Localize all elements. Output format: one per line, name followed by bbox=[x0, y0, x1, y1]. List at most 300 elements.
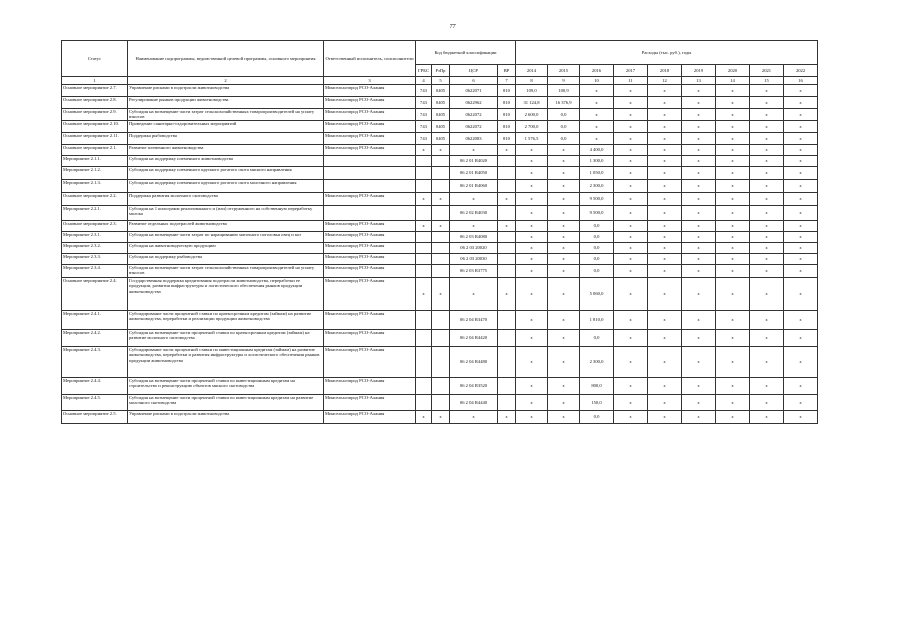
row-rzpr: x bbox=[432, 411, 450, 424]
row-executor: Минсельхозпрод РСО-Алания bbox=[324, 121, 416, 133]
row-vr: x bbox=[498, 221, 516, 232]
row-expense-2021: x bbox=[750, 411, 784, 424]
row-grbs: x bbox=[416, 221, 432, 232]
row-expense-2020: x bbox=[716, 133, 750, 145]
row-csr: 06 2 01 R4060 bbox=[450, 180, 498, 193]
row-rzpr bbox=[432, 395, 450, 411]
page-number: 77 bbox=[449, 24, 456, 30]
row-name: Субсидия на поддержку рыбоводства bbox=[128, 254, 324, 265]
row-name: Субсидия на 1 килограмм реализованного и (или) отгруженного на собственную переработку молока bbox=[128, 206, 324, 221]
row-status: Основное мероприятие 2.7. bbox=[62, 85, 128, 97]
row-grbs bbox=[416, 311, 432, 330]
row-expense-2018: x bbox=[648, 378, 682, 395]
header-year: 2016 bbox=[580, 65, 614, 77]
row-expense-2017: x bbox=[614, 265, 648, 278]
row-rzpr bbox=[432, 167, 450, 180]
row-expense-2022: x bbox=[784, 206, 818, 221]
row-expense-2018: x bbox=[648, 85, 682, 97]
row-expense-2020: x bbox=[716, 411, 750, 424]
header-bk-group: Код бюджетной классификации bbox=[416, 41, 516, 65]
table-row bbox=[62, 221, 818, 232]
row-expense-2021: x bbox=[750, 206, 784, 221]
table-row bbox=[62, 347, 818, 378]
row-expense-2017: x bbox=[614, 167, 648, 180]
row-expense-2015: x bbox=[548, 311, 580, 330]
row-expense-2019: x bbox=[682, 167, 716, 180]
row-expense-2015: x bbox=[548, 206, 580, 221]
row-expense-2018: x bbox=[648, 121, 682, 133]
row-csr: 06 2 02 R4030 bbox=[450, 206, 498, 221]
row-grbs bbox=[416, 167, 432, 180]
row-vr bbox=[498, 232, 516, 243]
row-csr: 06 2 04 R3470 bbox=[450, 311, 498, 330]
row-name: Поддержка рыбоводства bbox=[128, 133, 324, 145]
table-row bbox=[62, 156, 818, 167]
row-expense-2014: 2 600,0 bbox=[516, 109, 548, 121]
row-grbs bbox=[416, 180, 432, 193]
row-expense-2022: x bbox=[784, 311, 818, 330]
header-year: 2019 bbox=[682, 65, 716, 77]
table-row bbox=[62, 97, 818, 109]
row-executor: Минсельхозпрод РСО-Алания bbox=[324, 311, 416, 330]
row-expense-2019: x bbox=[682, 133, 716, 145]
row-expense-2014: x bbox=[516, 311, 548, 330]
row-expense-2015: 0,0 bbox=[548, 109, 580, 121]
row-expense-2019: x bbox=[682, 347, 716, 378]
row-csr: 06 2 04 R4420 bbox=[450, 330, 498, 347]
row-rzpr bbox=[432, 206, 450, 221]
row-expense-2018: x bbox=[648, 206, 682, 221]
row-expense-2014: x bbox=[516, 411, 548, 424]
row-name: Поддержка развития молочного скотоводства bbox=[128, 193, 324, 206]
row-expense-2018: x bbox=[648, 180, 682, 193]
header-bk-col: ГРБС bbox=[416, 65, 432, 77]
row-executor: Минсельхозпрод РСО-Алания bbox=[324, 193, 416, 206]
row-csr: 06 2 03 R4080 bbox=[450, 232, 498, 243]
row-expense-2014: x bbox=[516, 347, 548, 378]
row-expense-2016: 0,0 bbox=[580, 254, 614, 265]
row-name: Субсидия на возмещение части затрат сельскохозяйственных товаропроизводителей на уплату взносов bbox=[128, 265, 324, 278]
header-year: 2022 bbox=[784, 65, 818, 77]
row-executor: Минсельхозпрод РСО-Алания bbox=[324, 378, 416, 395]
row-status: Мероприятие 2.1.1. bbox=[62, 156, 128, 167]
header-bk-col: ВР bbox=[498, 65, 516, 77]
column-number: 1 bbox=[62, 77, 128, 85]
row-expense-2017: x bbox=[614, 311, 648, 330]
column-number: 8 bbox=[516, 77, 548, 85]
row-expense-2019: x bbox=[682, 156, 716, 167]
row-expense-2017: x bbox=[614, 378, 648, 395]
row-grbs: x bbox=[416, 411, 432, 424]
row-expense-2017: x bbox=[614, 121, 648, 133]
row-expense-2016: 9 500,0 bbox=[580, 206, 614, 221]
row-expense-2019: x bbox=[682, 265, 716, 278]
row-expense-2021: x bbox=[750, 330, 784, 347]
row-name: Субсидия на возмещение части затрат сельскохозяйственных товаропроизводителей на уплату взносов bbox=[128, 109, 324, 121]
row-expense-2018: x bbox=[648, 243, 682, 254]
row-vr: 810 bbox=[498, 121, 516, 133]
column-number: 12 bbox=[648, 77, 682, 85]
row-expense-2019: x bbox=[682, 109, 716, 121]
header-bk-col: ЦСР bbox=[450, 65, 498, 77]
row-expense-2019: x bbox=[682, 243, 716, 254]
row-rzpr bbox=[432, 156, 450, 167]
row-name: Развитие отдельных подотраслей животноводства bbox=[128, 221, 324, 232]
row-expense-2020: x bbox=[716, 265, 750, 278]
column-number: 16 bbox=[784, 77, 818, 85]
row-rzpr bbox=[432, 378, 450, 395]
row-grbs: 743 bbox=[416, 97, 432, 109]
row-expense-2017: x bbox=[614, 97, 648, 109]
row-expense-2014: x bbox=[516, 145, 548, 156]
row-vr bbox=[498, 167, 516, 180]
row-expense-2022: x bbox=[784, 145, 818, 156]
header-bk-col: РзПр bbox=[432, 65, 450, 77]
row-expense-2019: x bbox=[682, 193, 716, 206]
row-expense-2018: x bbox=[648, 311, 682, 330]
row-expense-2017: x bbox=[614, 145, 648, 156]
row-rzpr bbox=[432, 254, 450, 265]
row-vr bbox=[498, 243, 516, 254]
header-name: Наименование подпрограммы, ведомственной целевой программы, основного мероприятия bbox=[128, 41, 324, 77]
row-expense-2021: x bbox=[750, 265, 784, 278]
row-executor: Минсельхозпрод РСО-Алания bbox=[324, 85, 416, 97]
table-row bbox=[62, 254, 818, 265]
row-expense-2014: x bbox=[516, 378, 548, 395]
row-expense-2020: x bbox=[716, 180, 750, 193]
row-expense-2017: x bbox=[614, 109, 648, 121]
row-vr: x bbox=[498, 278, 516, 311]
row-expense-2022: x bbox=[784, 378, 818, 395]
row-expense-2022: x bbox=[784, 85, 818, 97]
row-status: Мероприятие 2.2.1. bbox=[62, 206, 128, 221]
row-name: Субсидия на возмещение части процентной ставки по инвестиционным кредитам на развитие молочного скотоводства bbox=[128, 395, 324, 411]
row-expense-2021: x bbox=[750, 243, 784, 254]
row-expense-2016: x bbox=[580, 85, 614, 97]
row-expense-2021: x bbox=[750, 347, 784, 378]
row-expense-2018: x bbox=[648, 395, 682, 411]
table-row bbox=[62, 206, 818, 221]
row-executor: Минсельхозпрод РСО-Алания bbox=[324, 109, 416, 121]
row-csr: 0622071 bbox=[450, 85, 498, 97]
row-csr: x bbox=[450, 145, 498, 156]
table-row bbox=[62, 278, 818, 311]
row-expense-2014: x bbox=[516, 180, 548, 193]
row-expense-2016: x bbox=[580, 121, 614, 133]
row-executor: Минсельхозпрод РСО-Алания bbox=[324, 278, 416, 311]
budget-table bbox=[61, 40, 818, 424]
row-expense-2017: x bbox=[614, 206, 648, 221]
row-executor: Минсельхозпрод РСО-Алания bbox=[324, 395, 416, 411]
row-rzpr: 0405 bbox=[432, 133, 450, 145]
row-rzpr: 0405 bbox=[432, 97, 450, 109]
row-expense-2020: x bbox=[716, 378, 750, 395]
header-expenses-group: Расходы (тыс. руб.), годы bbox=[516, 41, 818, 65]
row-expense-2015: x bbox=[548, 330, 580, 347]
row-expense-2015: x bbox=[548, 180, 580, 193]
row-name: Субсидия на поддержку племенного крупного рогатого скота молочного направления bbox=[128, 180, 324, 193]
row-expense-2022: x bbox=[784, 167, 818, 180]
row-expense-2017: x bbox=[614, 254, 648, 265]
row-expense-2019: x bbox=[682, 378, 716, 395]
row-grbs bbox=[416, 347, 432, 378]
table-row bbox=[62, 193, 818, 206]
row-expense-2016: 1 300,0 bbox=[580, 156, 614, 167]
row-expense-2020: x bbox=[716, 278, 750, 311]
row-expense-2014: x bbox=[516, 265, 548, 278]
column-number: 10 bbox=[580, 77, 614, 85]
row-expense-2015: x bbox=[548, 243, 580, 254]
row-executor bbox=[324, 156, 416, 167]
table-row bbox=[62, 85, 818, 97]
table-row bbox=[62, 121, 818, 133]
row-expense-2020: x bbox=[716, 97, 750, 109]
row-status: Мероприятие 2.4.1. bbox=[62, 311, 128, 330]
row-expense-2016: 0,0 bbox=[580, 265, 614, 278]
row-expense-2019: x bbox=[682, 206, 716, 221]
row-rzpr bbox=[432, 347, 450, 378]
row-expense-2016: 1 810,0 bbox=[580, 311, 614, 330]
row-grbs bbox=[416, 395, 432, 411]
row-csr: 06 2 01 R4020 bbox=[450, 156, 498, 167]
table-row bbox=[62, 109, 818, 121]
row-expense-2018: x bbox=[648, 254, 682, 265]
row-expense-2020: x bbox=[716, 109, 750, 121]
row-expense-2022: x bbox=[784, 121, 818, 133]
row-expense-2015: 0,0 bbox=[548, 121, 580, 133]
row-vr bbox=[498, 330, 516, 347]
header-status: Статус bbox=[62, 41, 128, 77]
column-number: 5 bbox=[432, 77, 450, 85]
column-number: 3 bbox=[324, 77, 416, 85]
row-status: Мероприятие 2.4.5. bbox=[62, 395, 128, 411]
row-expense-2014: x bbox=[516, 221, 548, 232]
row-expense-2018: x bbox=[648, 109, 682, 121]
row-expense-2014: 1 576,5 bbox=[516, 133, 548, 145]
row-expense-2019: x bbox=[682, 97, 716, 109]
row-csr: 0622962 bbox=[450, 97, 498, 109]
row-expense-2022: x bbox=[784, 156, 818, 167]
row-grbs: 743 bbox=[416, 121, 432, 133]
row-name: Субсидия на возмещение части процентной ставки по краткосрочным кредитам (займам) на развитие молочного скотоводства bbox=[128, 330, 324, 347]
row-vr: x bbox=[498, 145, 516, 156]
row-expense-2019: x bbox=[682, 330, 716, 347]
header-year: 2021 bbox=[750, 65, 784, 77]
row-expense-2014: x bbox=[516, 330, 548, 347]
row-executor: Минсельхозпрод РСО-Алания bbox=[324, 265, 416, 278]
row-expense-2014: x bbox=[516, 167, 548, 180]
row-expense-2019: x bbox=[682, 221, 716, 232]
row-expense-2019: x bbox=[682, 180, 716, 193]
row-expense-2019: x bbox=[682, 232, 716, 243]
row-status: Основное мероприятие 2.4. bbox=[62, 278, 128, 311]
row-name: Субсидирование части процентной ставки по инвестиционным кредитам (займам) на развитие животноводства, переработки и развития инфраструктуры и логистического обеспечения рынков продукции животноводства bbox=[128, 347, 324, 378]
row-expense-2021: x bbox=[750, 121, 784, 133]
row-executor: Минсельхозпрод РСО-Алания bbox=[324, 411, 416, 424]
row-status: Основное мероприятие 2.8. bbox=[62, 97, 128, 109]
row-expense-2014: 31 124,8 bbox=[516, 97, 548, 109]
row-name: Субсидия на поддержку племенного животноводства bbox=[128, 156, 324, 167]
row-expense-2017: x bbox=[614, 133, 648, 145]
column-number: 14 bbox=[716, 77, 750, 85]
row-expense-2017: x bbox=[614, 347, 648, 378]
row-grbs: x bbox=[416, 145, 432, 156]
row-expense-2018: x bbox=[648, 411, 682, 424]
header-year: 2014 bbox=[516, 65, 548, 77]
row-csr: x bbox=[450, 278, 498, 311]
row-expense-2017: x bbox=[614, 193, 648, 206]
row-expense-2021: x bbox=[750, 133, 784, 145]
row-expense-2016: 150,0 bbox=[580, 395, 614, 411]
row-status: Основное мероприятие 2.3. bbox=[62, 221, 128, 232]
row-expense-2016: 1 050,0 bbox=[580, 167, 614, 180]
row-vr bbox=[498, 347, 516, 378]
row-expense-2014: x bbox=[516, 254, 548, 265]
column-number: 11 bbox=[614, 77, 648, 85]
row-expense-2022: x bbox=[784, 180, 818, 193]
row-expense-2014: x bbox=[516, 243, 548, 254]
row-vr: x bbox=[498, 411, 516, 424]
row-csr: x bbox=[450, 411, 498, 424]
table-row bbox=[62, 145, 818, 156]
row-status: Основное мероприятие 2.9. bbox=[62, 109, 128, 121]
row-rzpr bbox=[432, 180, 450, 193]
row-expense-2016: 0,0 bbox=[580, 243, 614, 254]
row-expense-2021: x bbox=[750, 145, 784, 156]
row-expense-2016: x bbox=[580, 133, 614, 145]
row-expense-2020: x bbox=[716, 311, 750, 330]
row-expense-2021: x bbox=[750, 85, 784, 97]
row-expense-2020: x bbox=[716, 156, 750, 167]
row-name: Развитие племенного животноводства bbox=[128, 145, 324, 156]
row-status: Мероприятие 2.1.3. bbox=[62, 180, 128, 193]
row-vr: x bbox=[498, 193, 516, 206]
row-expense-2017: x bbox=[614, 156, 648, 167]
row-rzpr: x bbox=[432, 193, 450, 206]
row-name: Субсидия на возмещение части затрат по наращиванию маточного поголовья овец и коз bbox=[128, 232, 324, 243]
row-status: Основное мероприятие 2.11. bbox=[62, 133, 128, 145]
row-status: Мероприятие 2.3.1. bbox=[62, 232, 128, 243]
row-expense-2021: x bbox=[750, 109, 784, 121]
row-expense-2021: x bbox=[750, 156, 784, 167]
table-row bbox=[62, 378, 818, 395]
row-grbs bbox=[416, 378, 432, 395]
row-expense-2015: x bbox=[548, 221, 580, 232]
row-expense-2016: 2 300,0 bbox=[580, 180, 614, 193]
row-expense-2019: x bbox=[682, 311, 716, 330]
row-expense-2021: x bbox=[750, 167, 784, 180]
row-expense-2016: 0,0 bbox=[580, 330, 614, 347]
row-expense-2014: x bbox=[516, 206, 548, 221]
row-expense-2019: x bbox=[682, 278, 716, 311]
row-executor: Минсельхозпрод РСО-Алания bbox=[324, 145, 416, 156]
row-csr: 06 2 04 R4440 bbox=[450, 395, 498, 411]
row-expense-2019: x bbox=[682, 395, 716, 411]
row-grbs: x bbox=[416, 278, 432, 311]
row-rzpr bbox=[432, 330, 450, 347]
row-expense-2020: x bbox=[716, 347, 750, 378]
row-expense-2022: x bbox=[784, 232, 818, 243]
table-row bbox=[62, 411, 818, 424]
row-expense-2014: x bbox=[516, 232, 548, 243]
row-name: Субсидия на животноводческую продукцию bbox=[128, 243, 324, 254]
row-expense-2015: x bbox=[548, 254, 580, 265]
row-expense-2020: x bbox=[716, 254, 750, 265]
row-expense-2015: x bbox=[548, 156, 580, 167]
row-expense-2017: x bbox=[614, 330, 648, 347]
row-expense-2017: x bbox=[614, 411, 648, 424]
row-grbs: x bbox=[416, 193, 432, 206]
row-expense-2018: x bbox=[648, 156, 682, 167]
row-expense-2021: x bbox=[750, 395, 784, 411]
row-status: Основное мероприятие 2.5. bbox=[62, 411, 128, 424]
row-expense-2015: 0,0 bbox=[548, 133, 580, 145]
row-expense-2020: x bbox=[716, 193, 750, 206]
row-rzpr bbox=[432, 311, 450, 330]
row-vr bbox=[498, 378, 516, 395]
row-name: Управление рисками в подотрасли животноводства bbox=[128, 411, 324, 424]
row-name: Проведение санитарно-оздоровительных мероприятий bbox=[128, 121, 324, 133]
row-expense-2018: x bbox=[648, 167, 682, 180]
row-expense-2018: x bbox=[648, 347, 682, 378]
table-row bbox=[62, 265, 818, 278]
table-row bbox=[62, 311, 818, 330]
column-number: 9 bbox=[548, 77, 580, 85]
row-expense-2015: 100,9 bbox=[548, 85, 580, 97]
table-row bbox=[62, 395, 818, 411]
row-expense-2018: x bbox=[648, 193, 682, 206]
row-expense-2016: 0,0 bbox=[580, 411, 614, 424]
row-expense-2022: x bbox=[784, 347, 818, 378]
row-expense-2020: x bbox=[716, 232, 750, 243]
row-expense-2016: 5 060,0 bbox=[580, 278, 614, 311]
header-year: 2015 bbox=[548, 65, 580, 77]
row-expense-2021: x bbox=[750, 311, 784, 330]
row-expense-2015: x bbox=[548, 378, 580, 395]
row-csr: 06 2 03 20030 bbox=[450, 254, 498, 265]
row-expense-2017: x bbox=[614, 180, 648, 193]
row-expense-2020: x bbox=[716, 243, 750, 254]
row-executor bbox=[324, 180, 416, 193]
row-expense-2014: 109,0 bbox=[516, 85, 548, 97]
row-executor: Минсельхозпрод РСО-Алания bbox=[324, 221, 416, 232]
row-executor: Минсельхозпрод РСО-Алания bbox=[324, 133, 416, 145]
row-expense-2021: x bbox=[750, 221, 784, 232]
row-expense-2018: x bbox=[648, 97, 682, 109]
row-vr: 810 bbox=[498, 97, 516, 109]
row-expense-2015: x bbox=[548, 411, 580, 424]
row-expense-2015: x bbox=[548, 232, 580, 243]
row-expense-2022: x bbox=[784, 243, 818, 254]
row-rzpr bbox=[432, 232, 450, 243]
row-expense-2018: x bbox=[648, 330, 682, 347]
row-vr bbox=[498, 395, 516, 411]
row-grbs bbox=[416, 206, 432, 221]
row-expense-2018: x bbox=[648, 278, 682, 311]
row-executor: Минсельхозпрод РСО-Алания bbox=[324, 243, 416, 254]
row-csr: 06 2 03 R3775 bbox=[450, 265, 498, 278]
row-executor: Минсельхозпрод РСО-Алания bbox=[324, 232, 416, 243]
row-expense-2019: x bbox=[682, 145, 716, 156]
row-expense-2021: x bbox=[750, 378, 784, 395]
row-executor bbox=[324, 167, 416, 180]
row-expense-2015: x bbox=[548, 167, 580, 180]
table-row bbox=[62, 330, 818, 347]
row-rzpr bbox=[432, 265, 450, 278]
header-year: 2020 bbox=[716, 65, 750, 77]
row-executor: Минсельхозпрод РСО-Алания bbox=[324, 254, 416, 265]
row-expense-2017: x bbox=[614, 243, 648, 254]
